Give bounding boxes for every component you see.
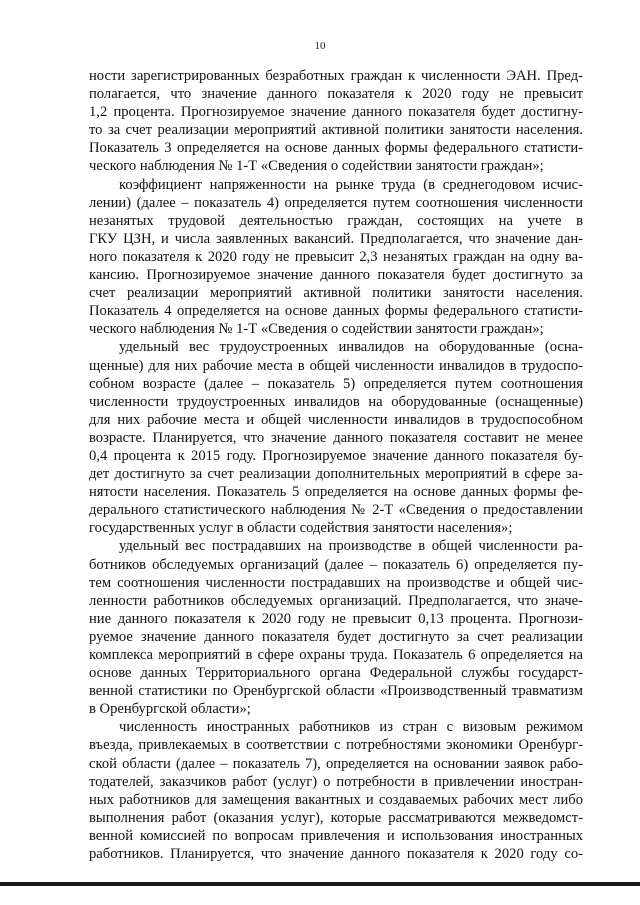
text-line: ности зарегистрированных безработных граждан к численности ЭАН. Пред-: [89, 68, 583, 84]
text-line: венной статистики по Оренбургской области «Производственный травматизм: [89, 683, 583, 700]
text-line: комплекса мероприятий в сфере охраны труда. Показатель 6 определяется на: [89, 647, 583, 663]
text-line: в Оренбургской области»;: [89, 701, 251, 718]
text-line: численность иностранных работников из стран с визовым режимом: [119, 719, 583, 736]
text-line: ных работников для замещения вакантных и создаваемых рабочих мест либо: [89, 791, 583, 808]
text-line: ской области (далее – показатель 7), определяется на основании заявок рабо-: [89, 755, 583, 772]
text-line: ческого наблюдения № 1-Т «Сведения о содействии занятости граждан»;: [89, 158, 544, 175]
text-line: ГКУ ЦЗН, и числа заявленных вакансий. Предполагается, что значение дан-: [89, 230, 583, 247]
page-number: 10: [314, 40, 326, 52]
text-line: численности трудоустроенных инвалидов на оборудованные (оснащенные): [89, 393, 583, 410]
text-line: ленности работников обследуемых организаций. Предполагается, что значе-: [89, 592, 583, 609]
text-line: возрасте. Планируется, что значение данного показателя составит не менее: [89, 429, 583, 446]
text-line: тодателей, заказчиков работ (услуг) о потребности в привлечении иностран-: [89, 773, 583, 790]
text-line: лении) (далее – показатель 4) определяется путем соотношения численности: [89, 194, 583, 211]
text-line: незанятых трудовой деятельностью граждан, состоящих на учете в: [89, 212, 583, 229]
text-line: удельный вес пострадавших на производстве в общей численности ра-: [119, 538, 583, 555]
text-line: венной комиссией по вопросам привлечения и использования иностранных: [89, 827, 583, 844]
text-line: нятости населения. Показатель 5 определяется на основе данных формы фе-: [89, 484, 583, 501]
text-line: выполнения работ (оказания услуг), которые рассматриваются межведомст-: [89, 809, 583, 826]
text-line: кансию. Прогнозируемое значение данного показателя будет достигнуто за: [89, 267, 583, 284]
text-line: дет достигнуто за счет реализации дополнительных мероприятий в сфере за-: [89, 466, 583, 483]
text-line: Показатель 3 определяется на основе данных формы федерального статисти-: [89, 140, 583, 157]
text-line: ботников обследуемых организаций (далее – показатель 6) определяется пу-: [89, 556, 583, 573]
text-line: щенные) для них рабочие места в общей численности инвалидов в трудоспо-: [89, 357, 583, 374]
text-line: руемое значение данного показателя будет достигнуто за счет реализации: [89, 628, 583, 645]
text-line: для них рабочие места и общей численности инвалидов в трудоспособном: [89, 411, 583, 428]
text-line: удельный вес трудоустроенных инвалидов на оборудованные (осна-: [119, 339, 583, 356]
text-line: полагается, что значение данного показателя к 2020 году не превысит: [89, 86, 583, 103]
text-line: въезда, привлекаемых в соответствии с потребностями экономики Оренбург-: [89, 737, 583, 754]
text-line: собном возрасте (далее – показатель 5) определяется путем соотношения: [89, 375, 583, 392]
text-line: тем соотношения численности пострадавших на производстве и общей чис-: [89, 574, 583, 591]
text-line: коэффициент напряженности на рынке труда (в среднегодовом исчис-: [119, 176, 583, 193]
text-line: основе данных Территориального органа Федеральной службы государст-: [89, 665, 583, 682]
text-line: то за счет реализации мероприятий активной политики занятости населения.: [89, 122, 583, 139]
text-line: счет реализации мероприятий активной политики занятости населения.: [89, 285, 583, 302]
text-line: 1,2 процента. Прогнозируемое значение данного показателя будет достигну-: [89, 104, 583, 121]
text-line: ческого наблюдения № 1-Т «Сведения о содействии занятости граждан»;: [89, 321, 544, 338]
text-line: Показатель 4 определяется на основе данных формы федерального статисти-: [89, 303, 583, 320]
text-line: работников. Планируется, что значение данного показателя к 2020 году со-: [89, 846, 583, 863]
scan-bottom-edge: [0, 882, 640, 886]
text-line: ного показателя к 2020 году не превысит 2,3 незанятых граждан на одну ва-: [89, 248, 583, 265]
text-line: 0,4 процента к 2015 году. Прогнозируемое значение данного показателя бу-: [89, 447, 583, 464]
text-line: ние данного показателя к 2020 году не превысит 0,13 процента. Прогнози-: [89, 610, 583, 627]
text-line: государственных услуг в области содействия занятости населения»;: [89, 520, 513, 537]
document-body: [89, 67, 583, 863]
text-line: дерального статистического наблюдения № 2-Т «Сведения о предоставлении: [89, 502, 583, 519]
